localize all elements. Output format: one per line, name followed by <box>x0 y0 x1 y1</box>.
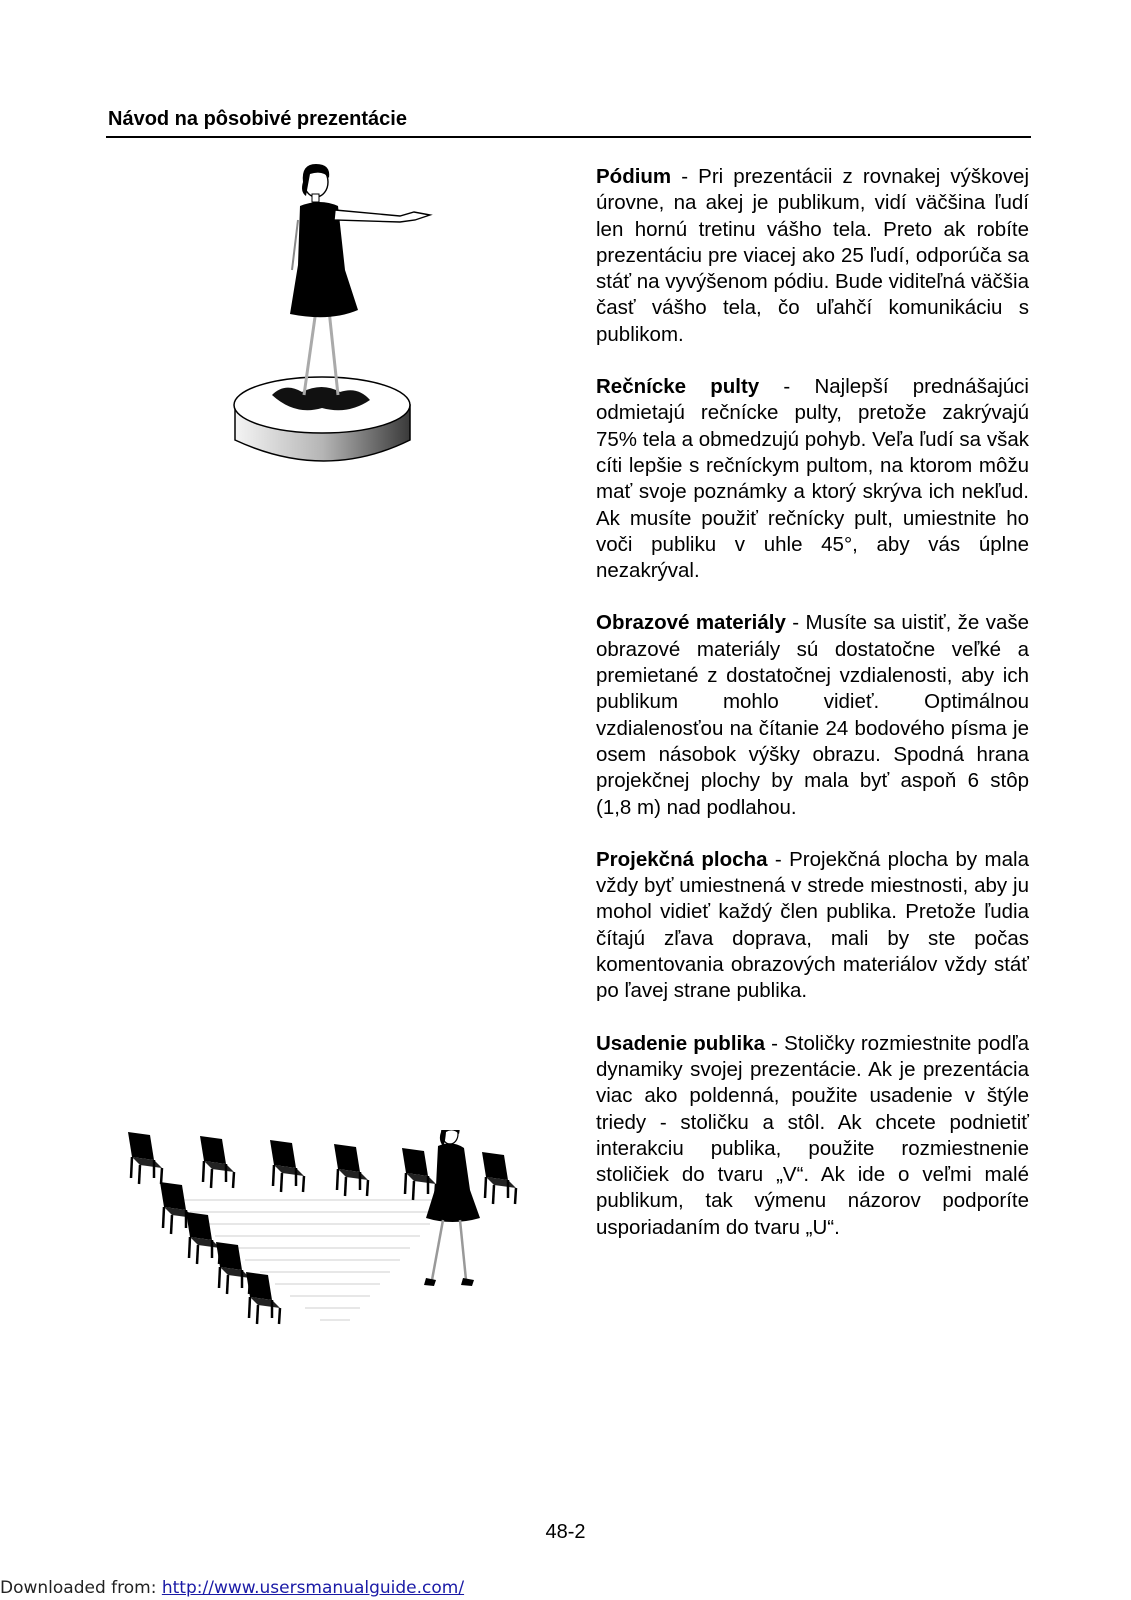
section-lecterns <box>596 374 1029 584</box>
section-text: Pri prezentácii z rovnakej výškovej úrovne, na akej je publikum, vidí väčšina ľudí len hornú tretinu vášho tela. Preto ak robíte prezentáciu pre viacej ako 25 ľudí, odporúča sa stáť na vyvýšenom pódiu. Bude viditeľná väčšia časť vášho tela, čo uľahčí komunikáciu s publikom. <box>596 165 1030 346</box>
download-source-note <box>0 1578 464 1598</box>
section-separator: - <box>767 847 790 871</box>
section-seating <box>596 1031 1029 1241</box>
audience-seating-illustration <box>120 1130 560 1370</box>
section-term: Pódium <box>596 165 672 188</box>
podium-illustration <box>230 160 460 480</box>
header-rule <box>106 136 1031 138</box>
section-term: Rečnícke pulty <box>596 375 760 399</box>
text-column <box>596 164 1029 1267</box>
section-screen <box>596 847 1029 1005</box>
section-term: Obrazové materiály <box>596 611 786 635</box>
section-separator: - <box>785 611 806 635</box>
section-text: Stoličky rozmiestnite podľa dynamiky svojej prezentácie. Ak je prezentácia viac ako poldenná, použite usadenie v štýle triedy - stoličku a stôl. Ak chcete podnietiť interakciu publika, použite rozmiestnenie stoličiek do tvaru „V“. Ak ide o veľmi malé publikum, tak výmenu názorov podporíte usporiadaním do tvaru „U“. <box>596 1031 1030 1239</box>
section-term: Projekčná plocha <box>596 847 768 871</box>
section-term: Usadenie publika <box>596 1031 766 1055</box>
section-text: Najlepší prednášajúci odmietajú rečnícke pulty, pretože zakrývajú 75% tela a obmedzujú pohyb. Veľa ľudí sa však cíti lepšie s rečníckym pultom, na ktorom môžu mať svoje poznámky a ktorý skrýva ich nekľud. Ak musíte použiť rečnícky pult, umiestnite ho voči publiku v uhle 45°, aby vás úplne nezakrýval. <box>596 375 1029 583</box>
section-podium <box>596 164 1029 348</box>
section-separator: - <box>765 1031 785 1055</box>
section-separator: - <box>671 165 699 188</box>
page-title: Návod na pôsobivé prezentácie <box>108 108 407 130</box>
source-link[interactable]: http://www.usersmanualguide.com/ <box>161 1578 465 1598</box>
footer-prefix: Downloaded from: <box>0 1578 162 1598</box>
section-visuals <box>596 610 1029 820</box>
page-number: 48-2 <box>545 1521 586 1543</box>
section-separator: - <box>759 375 815 399</box>
section-text: Musíte sa uistiť, že vaše obrazové materiály sú dostatočne veľké a premietané z dostatočnej vzdialenosti, aby ich publikum mohlo vidieť. Optimálnou vzdialenosťou na čítanie 24 bodového písma je osem násobok výšky obrazu. Spodná hrana projekčnej plochy by mala byť aspoň 6 stôp (1,8 m) nad podlahou. <box>596 611 1029 819</box>
section-text: Projekčná plocha by mala vždy byť umiestnená v strede miestnosti, aby ju mohol vidieť každý člen publika. Pretože ľudia čítajú zľava doprava, mali by ste počas komentovania obrazových materiálov vždy stáť po ľavej strane publika. <box>596 847 1029 1003</box>
